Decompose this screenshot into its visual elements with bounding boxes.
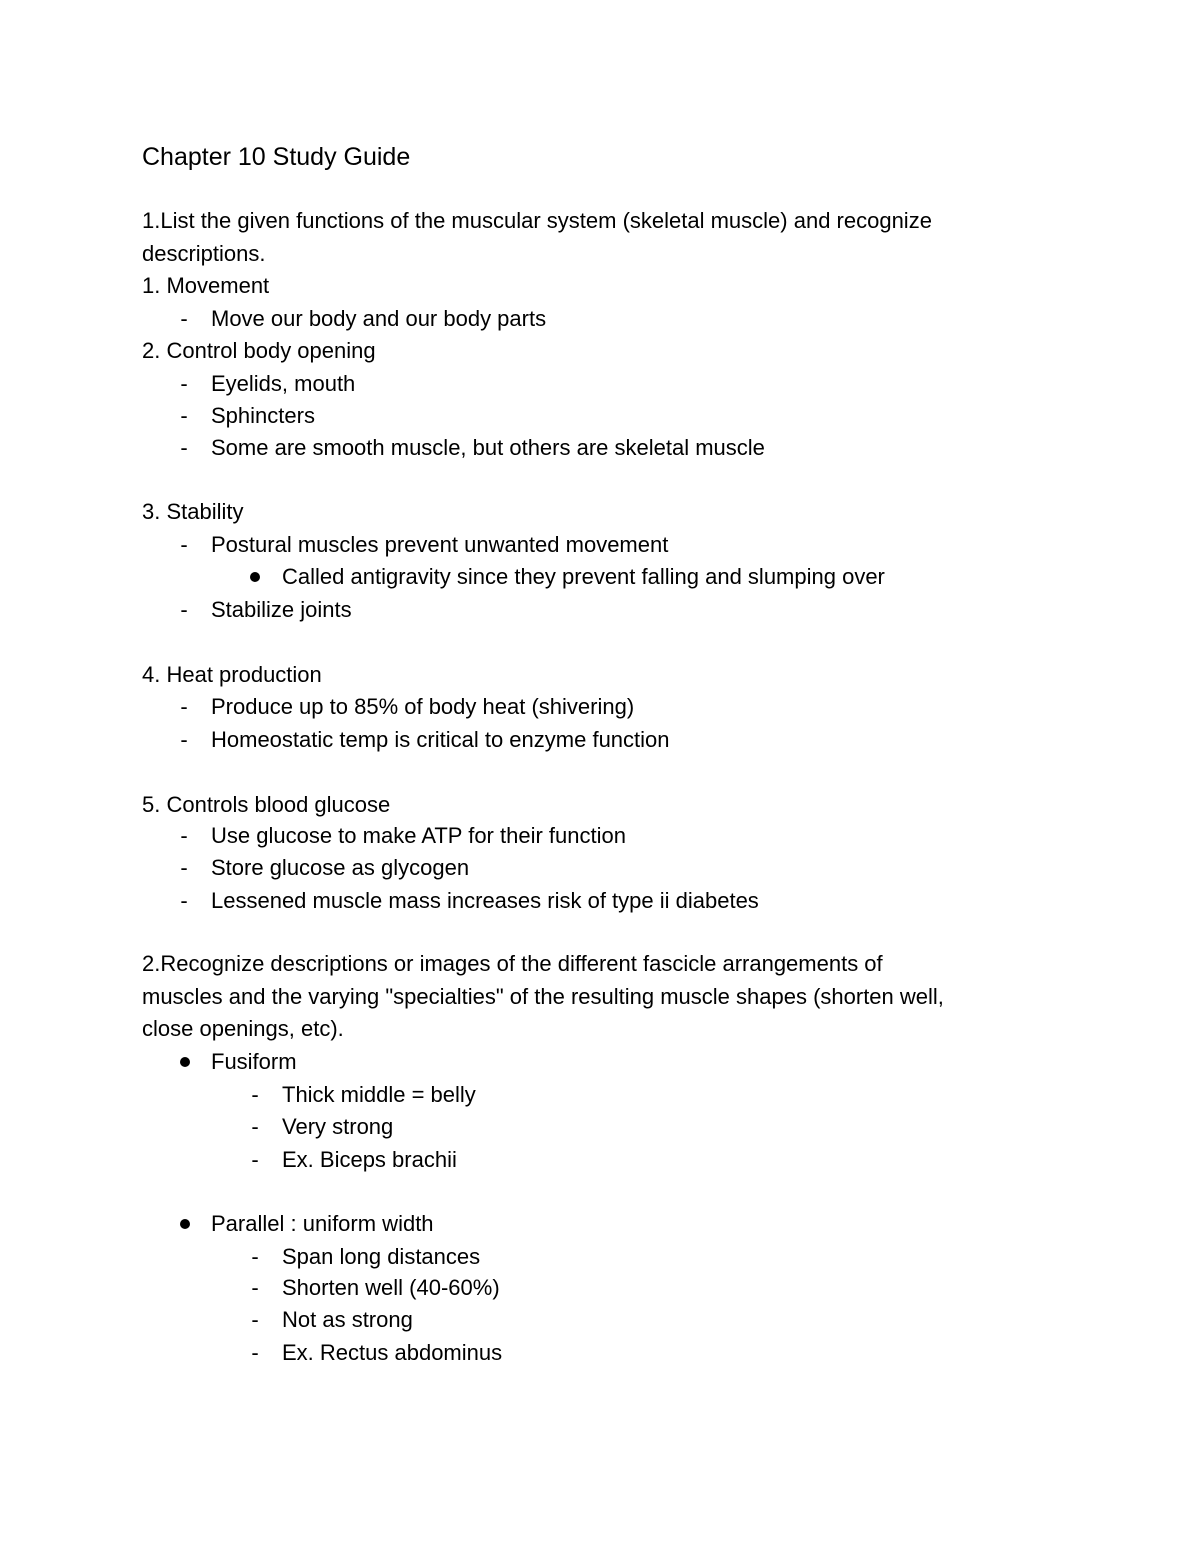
dash-marker: - <box>180 371 188 396</box>
dash-marker: - <box>180 403 188 428</box>
parallel-item: - Shorten well (40-60%) <box>282 1273 500 1303</box>
question-2-line-2: muscles and the varying "specialties" of the resulting muscle shapes (shorten well, <box>142 984 944 1009</box>
function-3-item: - Stabilize joints <box>211 595 352 625</box>
function-3-subitem: Called antigravity since they prevent falling and slumping over <box>282 562 885 592</box>
function-2-heading: 2. Control body opening <box>142 338 376 363</box>
bullet-icon <box>180 1219 190 1229</box>
dash-marker: - <box>251 1244 259 1269</box>
dash-marker: - <box>180 435 188 460</box>
question-2-line-3: close openings, etc). <box>142 1016 344 1041</box>
question-1-line-1: 1.List the given functions of the muscular system (skeletal muscle) and recognize <box>142 208 932 233</box>
parallel-item: - Not as strong <box>282 1305 413 1335</box>
dash-marker: - <box>251 1147 259 1172</box>
parallel-heading: Parallel : uniform width <box>211 1209 434 1239</box>
function-2-item: - Sphincters <box>211 401 315 431</box>
function-4-item: - Produce up to 85% of body heat (shivering) <box>211 692 634 722</box>
dash-marker: - <box>180 727 188 752</box>
parallel-item: - Span long distances <box>282 1242 480 1272</box>
function-2-item: - Some are smooth muscle, but others are skeletal muscle <box>211 433 765 463</box>
function-2-item: - Eyelids, mouth <box>211 369 355 399</box>
function-3-item: - Postural muscles prevent unwanted movement <box>211 530 668 560</box>
dash-marker: - <box>180 855 188 880</box>
dash-marker: - <box>180 597 188 622</box>
question-2-line-1: 2.Recognize descriptions or images of the different fascicle arrangements of <box>142 951 883 976</box>
function-4-item: - Homeostatic temp is critical to enzyme function <box>211 725 670 755</box>
function-5-item: - Use glucose to make ATP for their function <box>211 821 626 851</box>
dash-marker: - <box>180 532 188 557</box>
function-3-heading: 3. Stability <box>142 499 244 524</box>
document-title: Chapter 10 Study Guide <box>142 143 411 171</box>
question-1-line-2: descriptions. <box>142 241 266 266</box>
function-5-heading: 5. Controls blood glucose <box>142 792 391 817</box>
bullet-icon <box>250 572 260 582</box>
dash-marker: - <box>251 1082 259 1107</box>
dash-marker: - <box>251 1275 259 1300</box>
fusiform-heading: Fusiform <box>211 1047 297 1077</box>
function-1-item: - Move our body and our body parts <box>211 304 546 334</box>
fusiform-item: - Thick middle = belly <box>282 1080 476 1110</box>
fusiform-item: - Ex. Biceps brachii <box>282 1145 457 1175</box>
dash-marker: - <box>251 1307 259 1332</box>
function-4-heading: 4. Heat production <box>142 662 322 687</box>
bullet-icon <box>180 1057 190 1067</box>
dash-marker: - <box>180 823 188 848</box>
dash-marker: - <box>251 1114 259 1139</box>
function-5-item: - Lessened muscle mass increases risk of type ii diabetes <box>211 886 759 916</box>
dash-marker: - <box>251 1340 259 1365</box>
function-1-heading: 1. Movement <box>142 273 270 298</box>
dash-marker: - <box>180 694 188 719</box>
parallel-item: - Ex. Rectus abdominus <box>282 1338 502 1368</box>
fusiform-item: - Very strong <box>282 1112 393 1142</box>
dash-marker: - <box>180 306 188 331</box>
dash-marker: - <box>180 888 188 913</box>
function-5-item: - Store glucose as glycogen <box>211 853 469 883</box>
